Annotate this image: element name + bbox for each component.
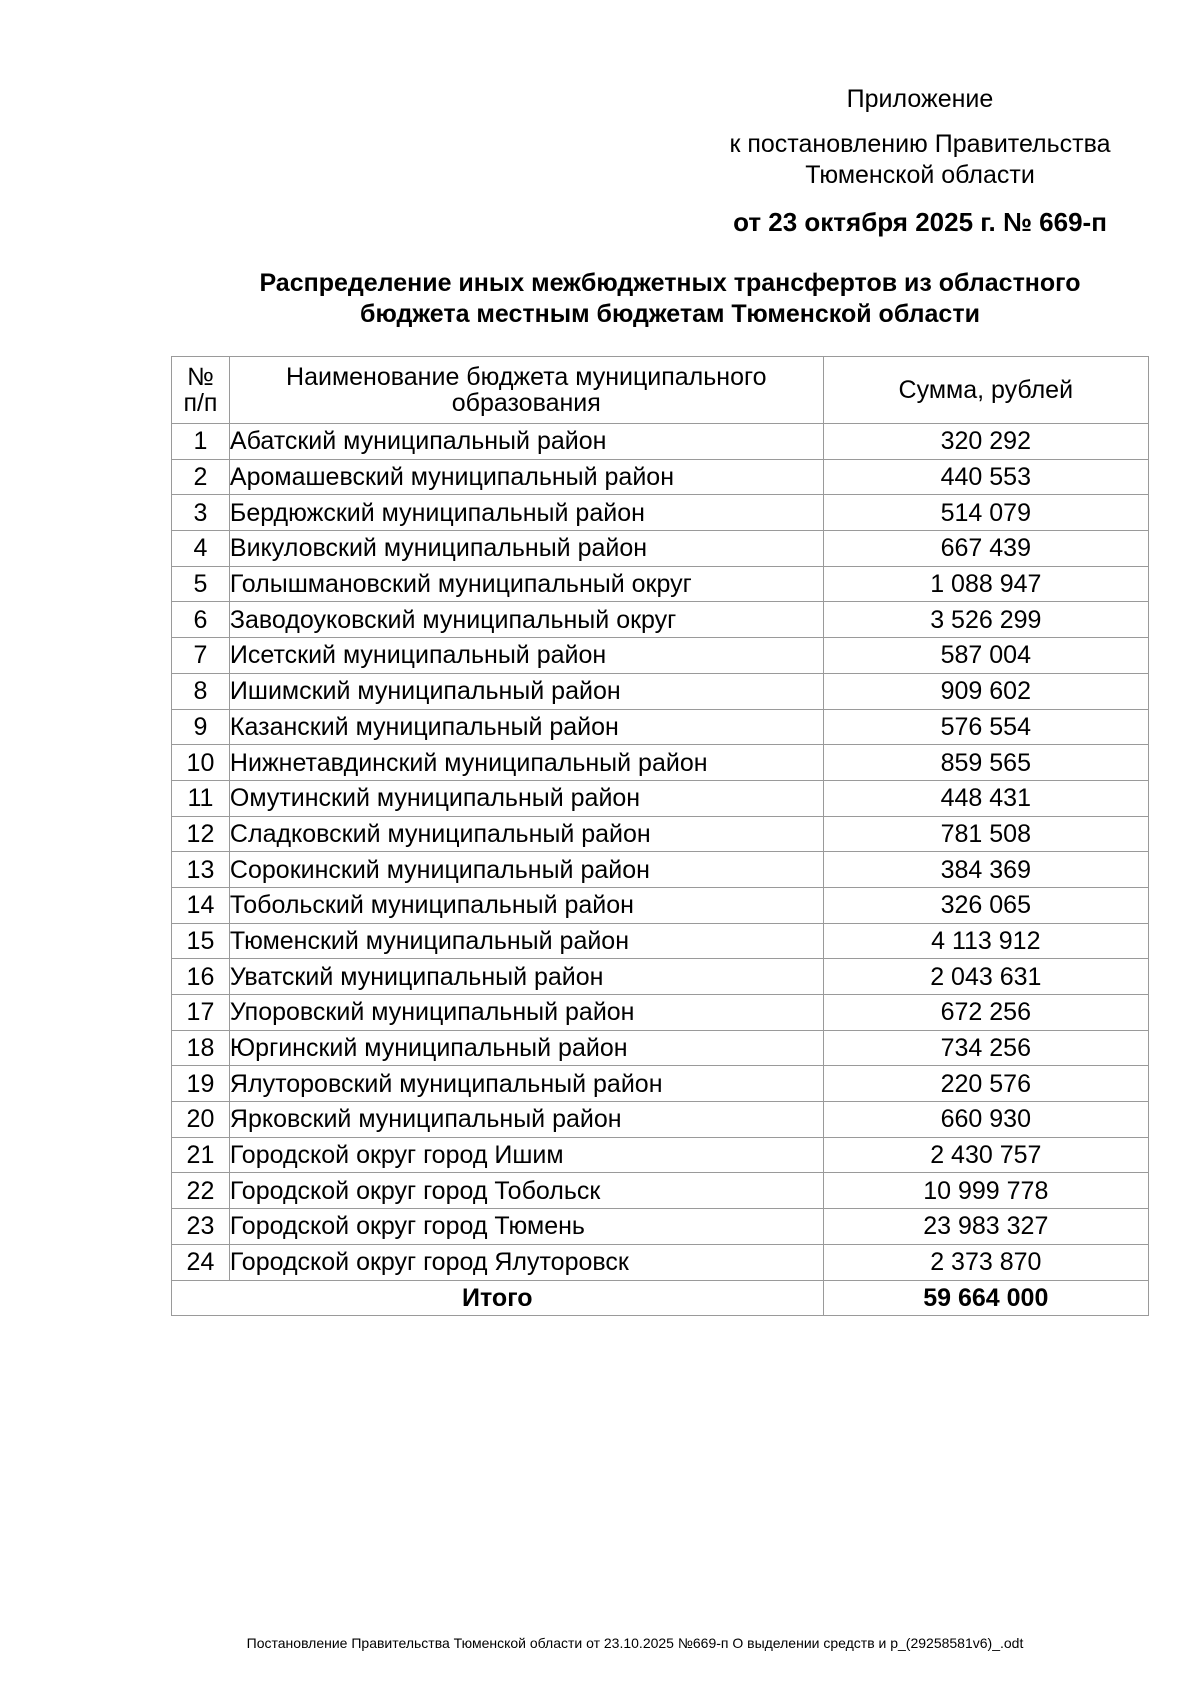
table-row <box>172 459 1149 495</box>
row-name: Нижнетавдинский муниципальный район <box>229 745 823 781</box>
table-header-row <box>172 357 1149 424</box>
row-name: Омутинский муниципальный район <box>229 780 823 816</box>
row-sum: 514 079 <box>823 495 1148 531</box>
row-name: Городской округ город Ишим <box>229 1137 823 1173</box>
row-number: 13 <box>172 852 230 888</box>
table-row <box>172 852 1149 888</box>
row-name: Заводоуковский муниципальный округ <box>229 602 823 638</box>
row-number: 10 <box>172 745 230 781</box>
table-row <box>172 638 1149 674</box>
row-sum: 320 292 <box>823 424 1148 460</box>
table-row <box>172 1137 1149 1173</box>
header-sum: Сумма, рублей <box>823 357 1148 424</box>
row-number: 20 <box>172 1102 230 1138</box>
row-number: 23 <box>172 1209 230 1245</box>
row-sum: 4 113 912 <box>823 923 1148 959</box>
row-sum: 448 431 <box>823 780 1148 816</box>
row-number: 18 <box>172 1030 230 1066</box>
row-sum: 667 439 <box>823 531 1148 567</box>
header-number-line-2: п/п <box>183 389 218 417</box>
table-row <box>172 1209 1149 1245</box>
row-sum: 660 930 <box>823 1102 1148 1138</box>
row-number: 3 <box>172 495 230 531</box>
row-number: 21 <box>172 1137 230 1173</box>
total-sum: 59 664 000 <box>823 1280 1148 1316</box>
row-name: Городской округ город Тобольск <box>229 1173 823 1209</box>
row-name: Юргинский муниципальный район <box>229 1030 823 1066</box>
row-sum: 1 088 947 <box>823 566 1148 602</box>
row-sum: 326 065 <box>823 887 1148 923</box>
table-row <box>172 887 1149 923</box>
row-name: Викуловский муниципальный район <box>229 531 823 567</box>
table-row <box>172 531 1149 567</box>
row-name: Ишимский муниципальный район <box>229 673 823 709</box>
table-row <box>172 566 1149 602</box>
row-sum: 909 602 <box>823 673 1148 709</box>
table-row <box>172 995 1149 1031</box>
row-sum: 859 565 <box>823 745 1148 781</box>
table-row <box>172 495 1149 531</box>
row-number: 11 <box>172 780 230 816</box>
row-sum: 781 508 <box>823 816 1148 852</box>
row-name: Тобольский муниципальный район <box>229 887 823 923</box>
row-number: 22 <box>172 1173 230 1209</box>
total-label: Итого <box>172 1280 824 1316</box>
document-title <box>170 268 1170 330</box>
row-number: 5 <box>172 566 230 602</box>
row-number: 8 <box>172 673 230 709</box>
row-name: Сорокинский муниципальный район <box>229 852 823 888</box>
appendix-block <box>690 84 1150 238</box>
row-name: Исетский муниципальный район <box>229 638 823 674</box>
row-name: Ярковский муниципальный район <box>229 1102 823 1138</box>
table-row <box>172 816 1149 852</box>
table-row <box>172 780 1149 816</box>
appendix-line-2: Тюменской области <box>805 161 1035 189</box>
row-sum: 384 369 <box>823 852 1148 888</box>
row-name: Тюменский муниципальный район <box>229 923 823 959</box>
document-title-line-1: Распределение иных межбюджетных трансфертов из областного <box>259 269 1081 297</box>
row-number: 9 <box>172 709 230 745</box>
row-name: Сладковский муниципальный район <box>229 816 823 852</box>
row-name: Казанский муниципальный район <box>229 709 823 745</box>
row-number: 1 <box>172 424 230 460</box>
row-name: Уватский муниципальный район <box>229 959 823 995</box>
row-number: 24 <box>172 1244 230 1280</box>
table-row <box>172 1102 1149 1138</box>
row-sum: 10 999 778 <box>823 1173 1148 1209</box>
table-row <box>172 424 1149 460</box>
document-title-line-2: бюджета местным бюджетам Тюменской области <box>360 300 980 328</box>
row-number: 2 <box>172 459 230 495</box>
row-name: Городской округ город Ялуторовск <box>229 1244 823 1280</box>
header-name-line-1: Наименование бюджета муниципального <box>286 363 767 391</box>
row-name: Ялуторовский муниципальный район <box>229 1066 823 1102</box>
table-row <box>172 1030 1149 1066</box>
header-name <box>229 357 823 424</box>
appendix-line-1: к постановлению Правительства <box>729 130 1111 158</box>
row-number: 19 <box>172 1066 230 1102</box>
row-sum: 587 004 <box>823 638 1148 674</box>
table-body <box>172 424 1149 1316</box>
row-sum: 2 373 870 <box>823 1244 1148 1280</box>
table-row <box>172 959 1149 995</box>
budget-table <box>171 356 1149 1316</box>
row-sum: 672 256 <box>823 995 1148 1031</box>
row-name: Голышмановский муниципальный округ <box>229 566 823 602</box>
row-name: Упоровский муниципальный район <box>229 995 823 1031</box>
table-row <box>172 709 1149 745</box>
row-sum: 576 554 <box>823 709 1148 745</box>
table-row <box>172 1173 1149 1209</box>
header-number-line-1: № <box>187 363 214 391</box>
table-row <box>172 1066 1149 1102</box>
table-row <box>172 673 1149 709</box>
header-number <box>172 357 230 424</box>
footer-filename: Постановление Правительства Тюменской области от 23.10.2025 №669-п О выделении средств и р_(29258581v6)_.odt <box>246 1635 1024 1651</box>
row-number: 14 <box>172 887 230 923</box>
table-row <box>172 1244 1149 1280</box>
row-sum: 23 983 327 <box>823 1209 1148 1245</box>
row-sum: 2 430 757 <box>823 1137 1148 1173</box>
row-number: 17 <box>172 995 230 1031</box>
appendix-title: Приложение <box>846 85 994 113</box>
row-number: 15 <box>172 923 230 959</box>
row-name: Городской округ город Тюмень <box>229 1209 823 1245</box>
header-name-line-2: образования <box>451 389 601 417</box>
row-number: 6 <box>172 602 230 638</box>
row-sum: 734 256 <box>823 1030 1148 1066</box>
row-number: 4 <box>172 531 230 567</box>
row-sum: 220 576 <box>823 1066 1148 1102</box>
row-sum: 2 043 631 <box>823 959 1148 995</box>
row-number: 7 <box>172 638 230 674</box>
row-number: 16 <box>172 959 230 995</box>
row-sum: 3 526 299 <box>823 602 1148 638</box>
row-name: Бердюжский муниципальный район <box>229 495 823 531</box>
table-row <box>172 923 1149 959</box>
row-name: Абатский муниципальный район <box>229 424 823 460</box>
row-name: Аромашевский муниципальный район <box>229 459 823 495</box>
total-row <box>172 1280 1149 1316</box>
table-row <box>172 602 1149 638</box>
table-row <box>172 745 1149 781</box>
row-number: 12 <box>172 816 230 852</box>
appendix-date: от 23 октября 2025 г. № 669-п <box>733 207 1107 237</box>
row-sum: 440 553 <box>823 459 1148 495</box>
